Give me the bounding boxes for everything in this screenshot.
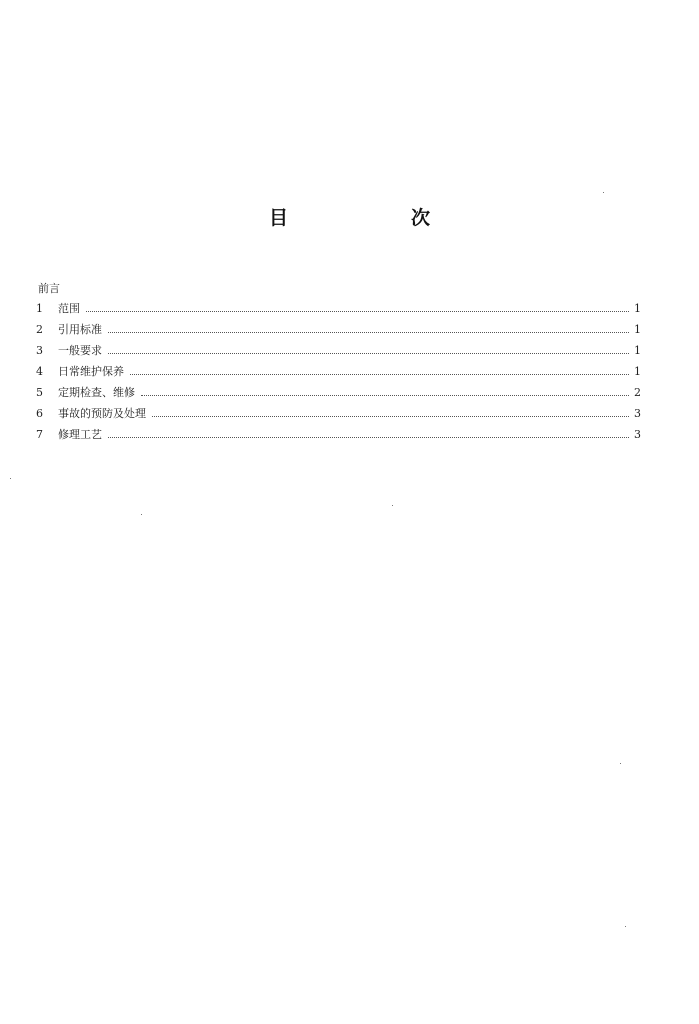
scan-speck	[603, 192, 604, 193]
toc-leader-dots	[130, 373, 629, 375]
toc-entry-title: 范围	[58, 302, 80, 315]
toc-entry-page: 1	[634, 344, 641, 357]
toc-entry-number: 1	[36, 302, 43, 315]
toc-entry-title: 引用标准	[58, 323, 102, 336]
toc-leader-dots	[108, 352, 629, 354]
toc-entry	[36, 300, 641, 321]
scan-speck	[141, 514, 142, 515]
toc-entry-page: 1	[634, 323, 641, 336]
toc-entry-page: 3	[634, 428, 641, 441]
toc-entry-page: 3	[634, 407, 641, 420]
page-title: 目 次	[268, 207, 482, 229]
toc-entry-page: 2	[634, 386, 641, 399]
toc-leader-dots	[152, 415, 629, 417]
toc-entry-number: 7	[36, 428, 43, 441]
scan-speck	[620, 763, 621, 764]
toc-entry	[36, 426, 641, 447]
toc-entry-title: 日常维护保养	[58, 365, 124, 378]
toc-entry-title: 修理工艺	[58, 428, 102, 441]
scan-speck	[10, 478, 11, 479]
toc-entry-number: 4	[36, 365, 43, 378]
toc-entry-page: 1	[634, 365, 641, 378]
toc-entry-title: 事故的预防及处理	[58, 407, 146, 420]
toc-entry	[36, 321, 641, 342]
scan-speck	[625, 926, 626, 927]
toc-entry-number: 6	[36, 407, 43, 420]
toc-entry-page: 1	[634, 302, 641, 315]
toc-entry-number: 2	[36, 323, 43, 336]
table-of-contents	[36, 300, 641, 447]
toc-entry	[36, 384, 641, 405]
toc-entry-title: 定期检查、维修	[58, 386, 135, 399]
toc-entry-title: 一般要求	[58, 344, 102, 357]
toc-leader-dots	[108, 436, 629, 438]
toc-entry-number: 5	[36, 386, 43, 399]
preface-entry: 前言	[38, 282, 60, 295]
toc-leader-dots	[141, 394, 629, 396]
scan-speck	[392, 505, 393, 506]
toc-entry-number: 3	[36, 344, 43, 357]
toc-leader-dots	[86, 310, 629, 312]
toc-entry	[36, 363, 641, 384]
toc-entry	[36, 405, 641, 426]
toc-leader-dots	[108, 331, 629, 333]
toc-entry	[36, 342, 641, 363]
